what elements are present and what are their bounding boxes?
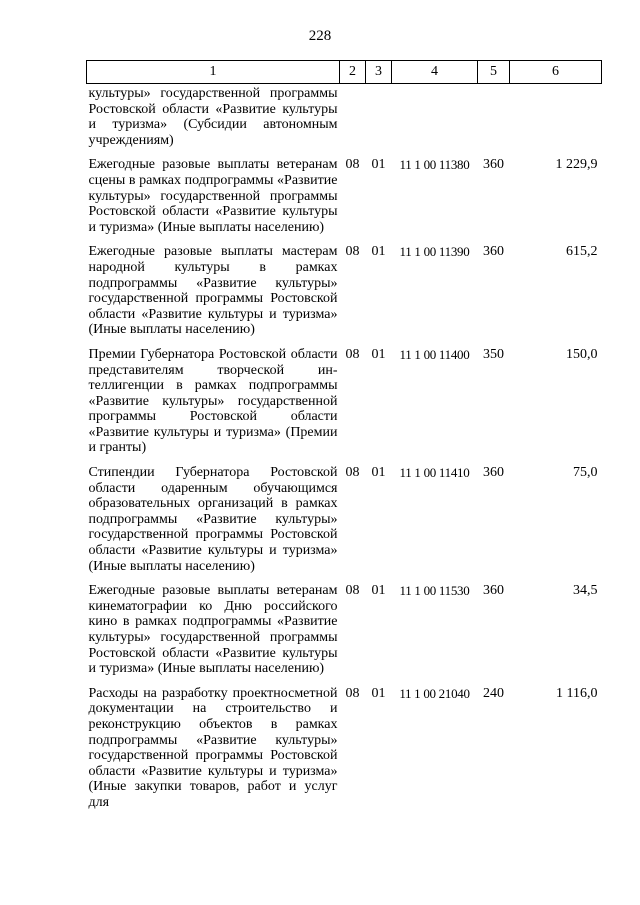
row-amount: 150,0 <box>566 346 598 362</box>
row-amount: 34,5 <box>573 583 598 599</box>
row-target-article: 11 1 00 11410 <box>399 465 470 481</box>
row-amount: 1 229,9 <box>555 157 598 173</box>
row-section-code: 08 <box>345 244 360 260</box>
row-amount: 1 116,0 <box>556 685 598 701</box>
row-description: Ежегодные разовые выплаты ветеранам сцены в рамках подпрограммы «Развитие культуры» государственной программы Ростовской области «Развитие культуры и туризма» (Иные выплаты населению) <box>88 157 338 235</box>
row-expense-type: 360 <box>483 157 504 173</box>
page-number: 228 <box>308 28 332 44</box>
row-section-code: 08 <box>345 346 360 362</box>
row-description: Расходы на разработку проектносметной документации на строительство и реконструкцию объектов в рамках подпрограммы «Развитие культуры» государственной программы Ростовской области «Развитие культуры и туризма» (Иные закупки товаров, работ и услуг для <box>88 685 338 810</box>
row-expense-type: 360 <box>483 583 504 599</box>
table-row-continuation <box>87 84 602 158</box>
table-row <box>87 347 602 465</box>
row-description: Стипендии Губернатора Ростовской области одаренным обучающимся образовательных организаций в рамках подпрограммы «Развитие культуры» государственной программы Ростовской области «Развитие культуры и туризма» (Иные выплаты населению) <box>88 465 338 574</box>
column-header: 1 <box>87 61 340 84</box>
budget-table <box>86 60 602 820</box>
column-header: 5 <box>478 61 510 84</box>
row-description: Ежегодные разовые выплаты мастерам народной культуры в рамках подпрограммы «Развитие культуры» государственной программы Ростовской области «Развитие культуры и туризма» (Иные выплаты населению) <box>88 244 338 338</box>
table-row <box>87 157 602 244</box>
column-header: 3 <box>366 61 392 84</box>
row-subsection-code: 01 <box>371 685 386 701</box>
row-expense-type: 360 <box>483 465 504 481</box>
row-amount: 615,2 <box>566 244 598 260</box>
row-section-code: 08 <box>345 157 360 173</box>
row-section-code: 08 <box>345 685 360 701</box>
table-row <box>87 583 602 686</box>
row-target-article: 11 1 00 11380 <box>399 157 470 173</box>
row-subsection-code: 01 <box>371 346 386 362</box>
row-subsection-code: 01 <box>371 465 386 481</box>
table-row <box>87 465 602 583</box>
row-description: Ежегодные разовые выплаты ветеранам кинематографии ко Дню российского кино в рамках подпрограммы «Развитие культуры» государственной программы Ростовской области «Развитие культуры и туризма» (Иные выплаты населению) <box>88 583 338 677</box>
row-target-article: 11 1 00 11400 <box>399 346 470 362</box>
row-section-code: 08 <box>345 465 360 481</box>
column-header: 6 <box>510 61 602 84</box>
row-description: Премии Губернатора Ростовской области представителям творческой интеллигенции в рамках подпрограммы «Развитие культуры» государственной программы Ростовской области «Развитие культуры и туризма» (Премии и гранты) <box>88 346 338 456</box>
row-section-code: 08 <box>345 583 360 599</box>
row-description: культуры» государственной программы Ростовской области «Развитие культуры и туризма» (Субсидии автономным учреждениям) <box>88 86 338 148</box>
table-row <box>87 686 602 820</box>
table-row <box>87 244 602 347</box>
row-subsection-code: 01 <box>371 157 386 173</box>
row-expense-type: 360 <box>483 244 504 260</box>
row-target-article: 11 1 00 11390 <box>399 244 470 260</box>
row-target-article: 11 1 00 21040 <box>399 685 470 701</box>
row-subsection-code: 01 <box>371 583 386 599</box>
column-header: 2 <box>340 61 366 84</box>
row-subsection-code: 01 <box>371 244 386 260</box>
row-target-article: 11 1 00 11530 <box>399 583 470 599</box>
column-header: 4 <box>392 61 478 84</box>
row-expense-type: 350 <box>483 346 504 362</box>
table-header-row <box>87 61 602 84</box>
row-amount: 75,0 <box>573 465 598 481</box>
row-expense-type: 240 <box>483 685 504 701</box>
